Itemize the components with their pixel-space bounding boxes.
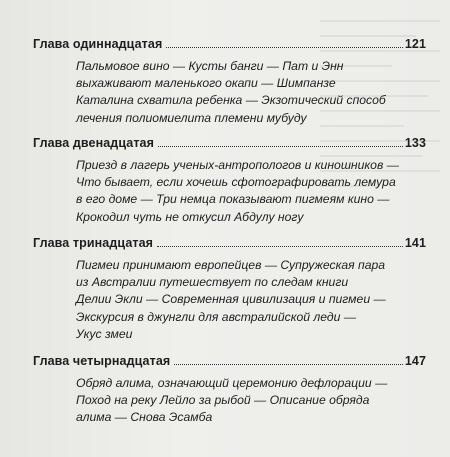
summary-line: алима — Снова Эсамба <box>76 410 213 425</box>
summary-line: Приезд в лагерь ученых-антропологов и киношников — <box>76 158 399 172</box>
chapter-summary <box>76 157 426 226</box>
dot-leader <box>158 145 403 147</box>
summary-line: Делии Экли — Современная цивилизация и пигмеи — <box>76 292 386 307</box>
summary-line: Поход на реку Лейло за рыбой — Описание обряда <box>76 393 370 408</box>
toc-entry-chapter-13 <box>33 236 426 343</box>
toc-entry-chapter-11 <box>33 37 426 127</box>
summary-line: из Австралии путешествует по следам книги <box>76 275 349 290</box>
toc-entry-chapter-12 <box>33 136 426 226</box>
summary-line: Крокодил чуть не откусил Абдулу ногу <box>76 209 304 224</box>
page-number: 121 <box>404 37 426 51</box>
chapter-title: Глава двенадцатая <box>33 136 154 150</box>
chapter-title: Глава тринадцатая <box>33 236 154 250</box>
chapter-summary <box>76 58 426 127</box>
chapter-title: Глава четырнадцатая <box>33 354 171 368</box>
page-number: 141 <box>404 236 426 250</box>
chapter-heading <box>33 354 426 372</box>
summary-line: в его доме — Три немца показывают пигмеям кино — <box>76 192 390 207</box>
chapter-summary <box>76 375 426 427</box>
chapter-heading <box>33 37 426 55</box>
chapter-heading <box>33 136 426 154</box>
chapter-summary <box>76 257 426 343</box>
summary-line: Обряд алима, означающий церемонию дефлорации — <box>76 376 388 390</box>
page-number: 133 <box>404 136 426 150</box>
summary-line: Что бывает, если хочешь сфотографировать лемура <box>76 175 396 190</box>
page-number: 147 <box>404 354 426 368</box>
summary-line: Пальмовое вино — Кусты банги — Пат и Энн <box>76 59 344 73</box>
dot-leader <box>166 46 403 48</box>
chapter-title: Глава одиннадцатая <box>33 37 163 51</box>
summary-line: Экскурсия в джунгли для австралийской леди — <box>76 309 357 324</box>
summary-line: Укус змеи <box>76 326 133 341</box>
dot-leader <box>157 245 403 247</box>
toc-entry-chapter-14 <box>33 354 426 427</box>
summary-line: Каталина схватила ребенка — Экзотический способ <box>76 93 386 108</box>
summary-line: Пигмеи принимают европейцев — Супружеская пара <box>76 258 386 272</box>
chapter-heading <box>33 236 426 254</box>
summary-line: выхаживают маленького окапи — Шимпанзе <box>76 76 336 91</box>
summary-line: лечения полиомиелита племени мубуду <box>76 110 307 125</box>
dot-leader <box>174 363 403 365</box>
